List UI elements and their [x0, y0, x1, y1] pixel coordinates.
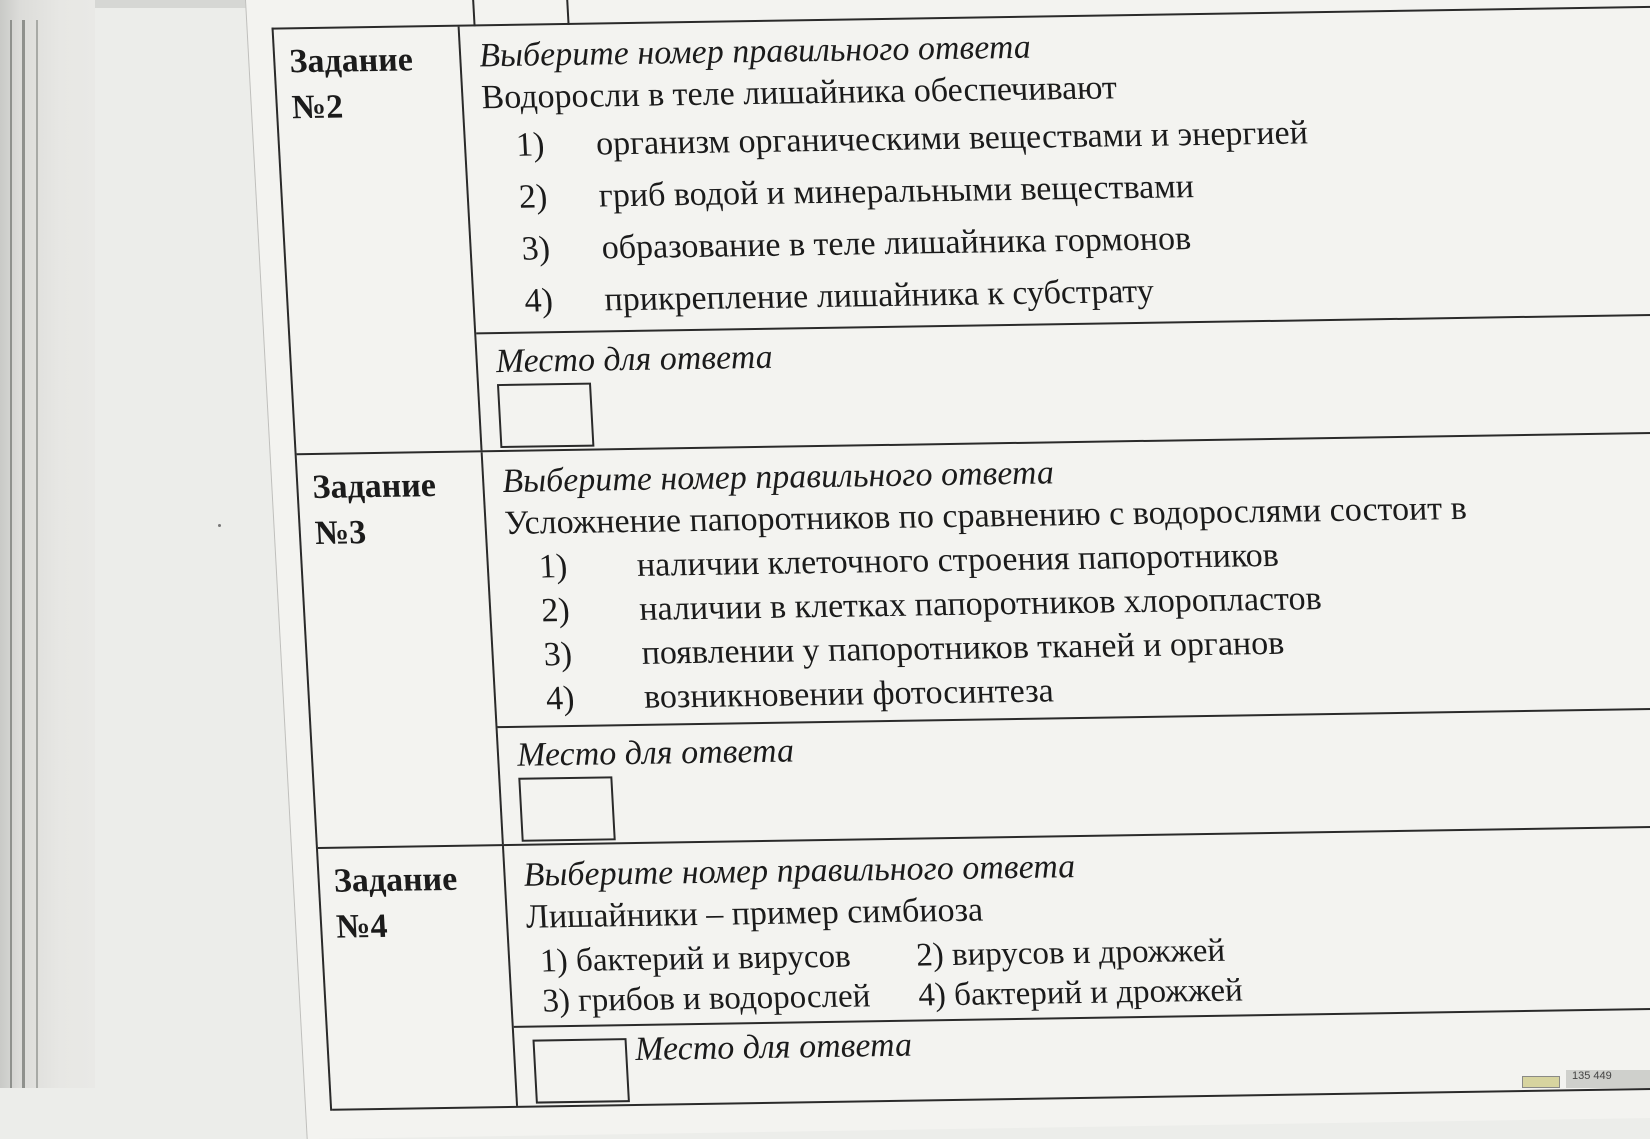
- rail-divider: [10, 20, 12, 1088]
- task-instruction: Выберите номер правильного ответа: [522, 848, 1077, 894]
- option-text: наличии клеточного строения папоротников: [635, 536, 1280, 584]
- option-item: [917, 972, 1243, 1014]
- option-text: гриб водой и минеральными веществами: [597, 168, 1195, 215]
- stray-dot: [218, 524, 221, 527]
- option-text: организм органическими веществами и энергией: [595, 114, 1309, 163]
- task-question: Водоросли в теле лишайника обеспечивают: [480, 69, 1118, 117]
- option-number: 3): [541, 982, 571, 1019]
- option-number: 1): [515, 126, 546, 164]
- option-number: 1): [539, 942, 569, 979]
- option-text: прикрепление лишайника к субстрату: [603, 272, 1155, 319]
- task-body: [504, 827, 1650, 1106]
- task-body: [460, 8, 1650, 450]
- option-number: 4): [545, 679, 576, 718]
- option-text: наличии в клетках папоротников хлоропластов: [638, 580, 1323, 628]
- answer-label: Место для ответа: [634, 1026, 913, 1068]
- option-text: грибов и водорослей: [577, 977, 872, 1019]
- status-indicator: [1522, 1076, 1560, 1088]
- option-item: [539, 937, 917, 980]
- task-body: [483, 434, 1650, 844]
- task-question: Лишайники – пример симбиоза: [524, 891, 984, 936]
- option-list: [488, 528, 1650, 727]
- task-instruction: Выберите номер правильного ответа: [478, 28, 1032, 75]
- option-number: 1): [537, 548, 569, 586]
- rail-divider: [22, 20, 25, 1088]
- task-label: Задание №4: [318, 846, 518, 1109]
- option-item: [541, 977, 919, 1020]
- option-text: появлении у папоротников тканей и органов: [640, 624, 1286, 672]
- option-number: 4): [523, 282, 554, 320]
- answer-area: [497, 707, 1650, 844]
- answer-box[interactable]: [532, 1038, 629, 1103]
- option-number: 2): [540, 591, 571, 630]
- option-text: вирусов и дрожжей: [950, 932, 1227, 973]
- rail-divider: [36, 20, 38, 1088]
- answer-box[interactable]: [497, 383, 594, 448]
- task-4: [318, 827, 1650, 1110]
- task-2: [274, 8, 1650, 455]
- answer-label: Место для ответа: [516, 732, 795, 774]
- task-instruction: Выберите номер правильного ответа: [501, 454, 1055, 501]
- option-number: 4): [917, 976, 947, 1014]
- task-label: Задание №3: [297, 452, 504, 847]
- task-label: Задание №2: [274, 27, 483, 454]
- option-text: бактерий и вирусов: [574, 938, 852, 979]
- option-number: 2): [517, 178, 549, 216]
- option-text: возникновении фотосинтеза: [643, 672, 1055, 716]
- previous-row-cell: [472, 0, 570, 26]
- answer-label: Место для ответа: [494, 338, 774, 381]
- option-number: 3): [542, 635, 573, 674]
- left-rail: [0, 0, 95, 1088]
- status-readout: 135 449: [1566, 1070, 1650, 1088]
- task-3: [297, 434, 1650, 849]
- option-number: 2): [915, 936, 945, 974]
- task-question: Усложнение папоротников по сравнению с водорослями состоит в: [503, 489, 1468, 542]
- option-item: [915, 932, 1226, 974]
- option-text: бактерий и дрожжей: [953, 971, 1244, 1013]
- answer-area: [476, 314, 1650, 451]
- option-list: [465, 102, 1650, 333]
- answer-box[interactable]: [518, 776, 615, 841]
- task-table: [272, 6, 1650, 1111]
- option-number: 3): [520, 230, 552, 268]
- option-text: образование в теле лишайника гормонов: [600, 220, 1192, 267]
- document-page: [245, 0, 1650, 1139]
